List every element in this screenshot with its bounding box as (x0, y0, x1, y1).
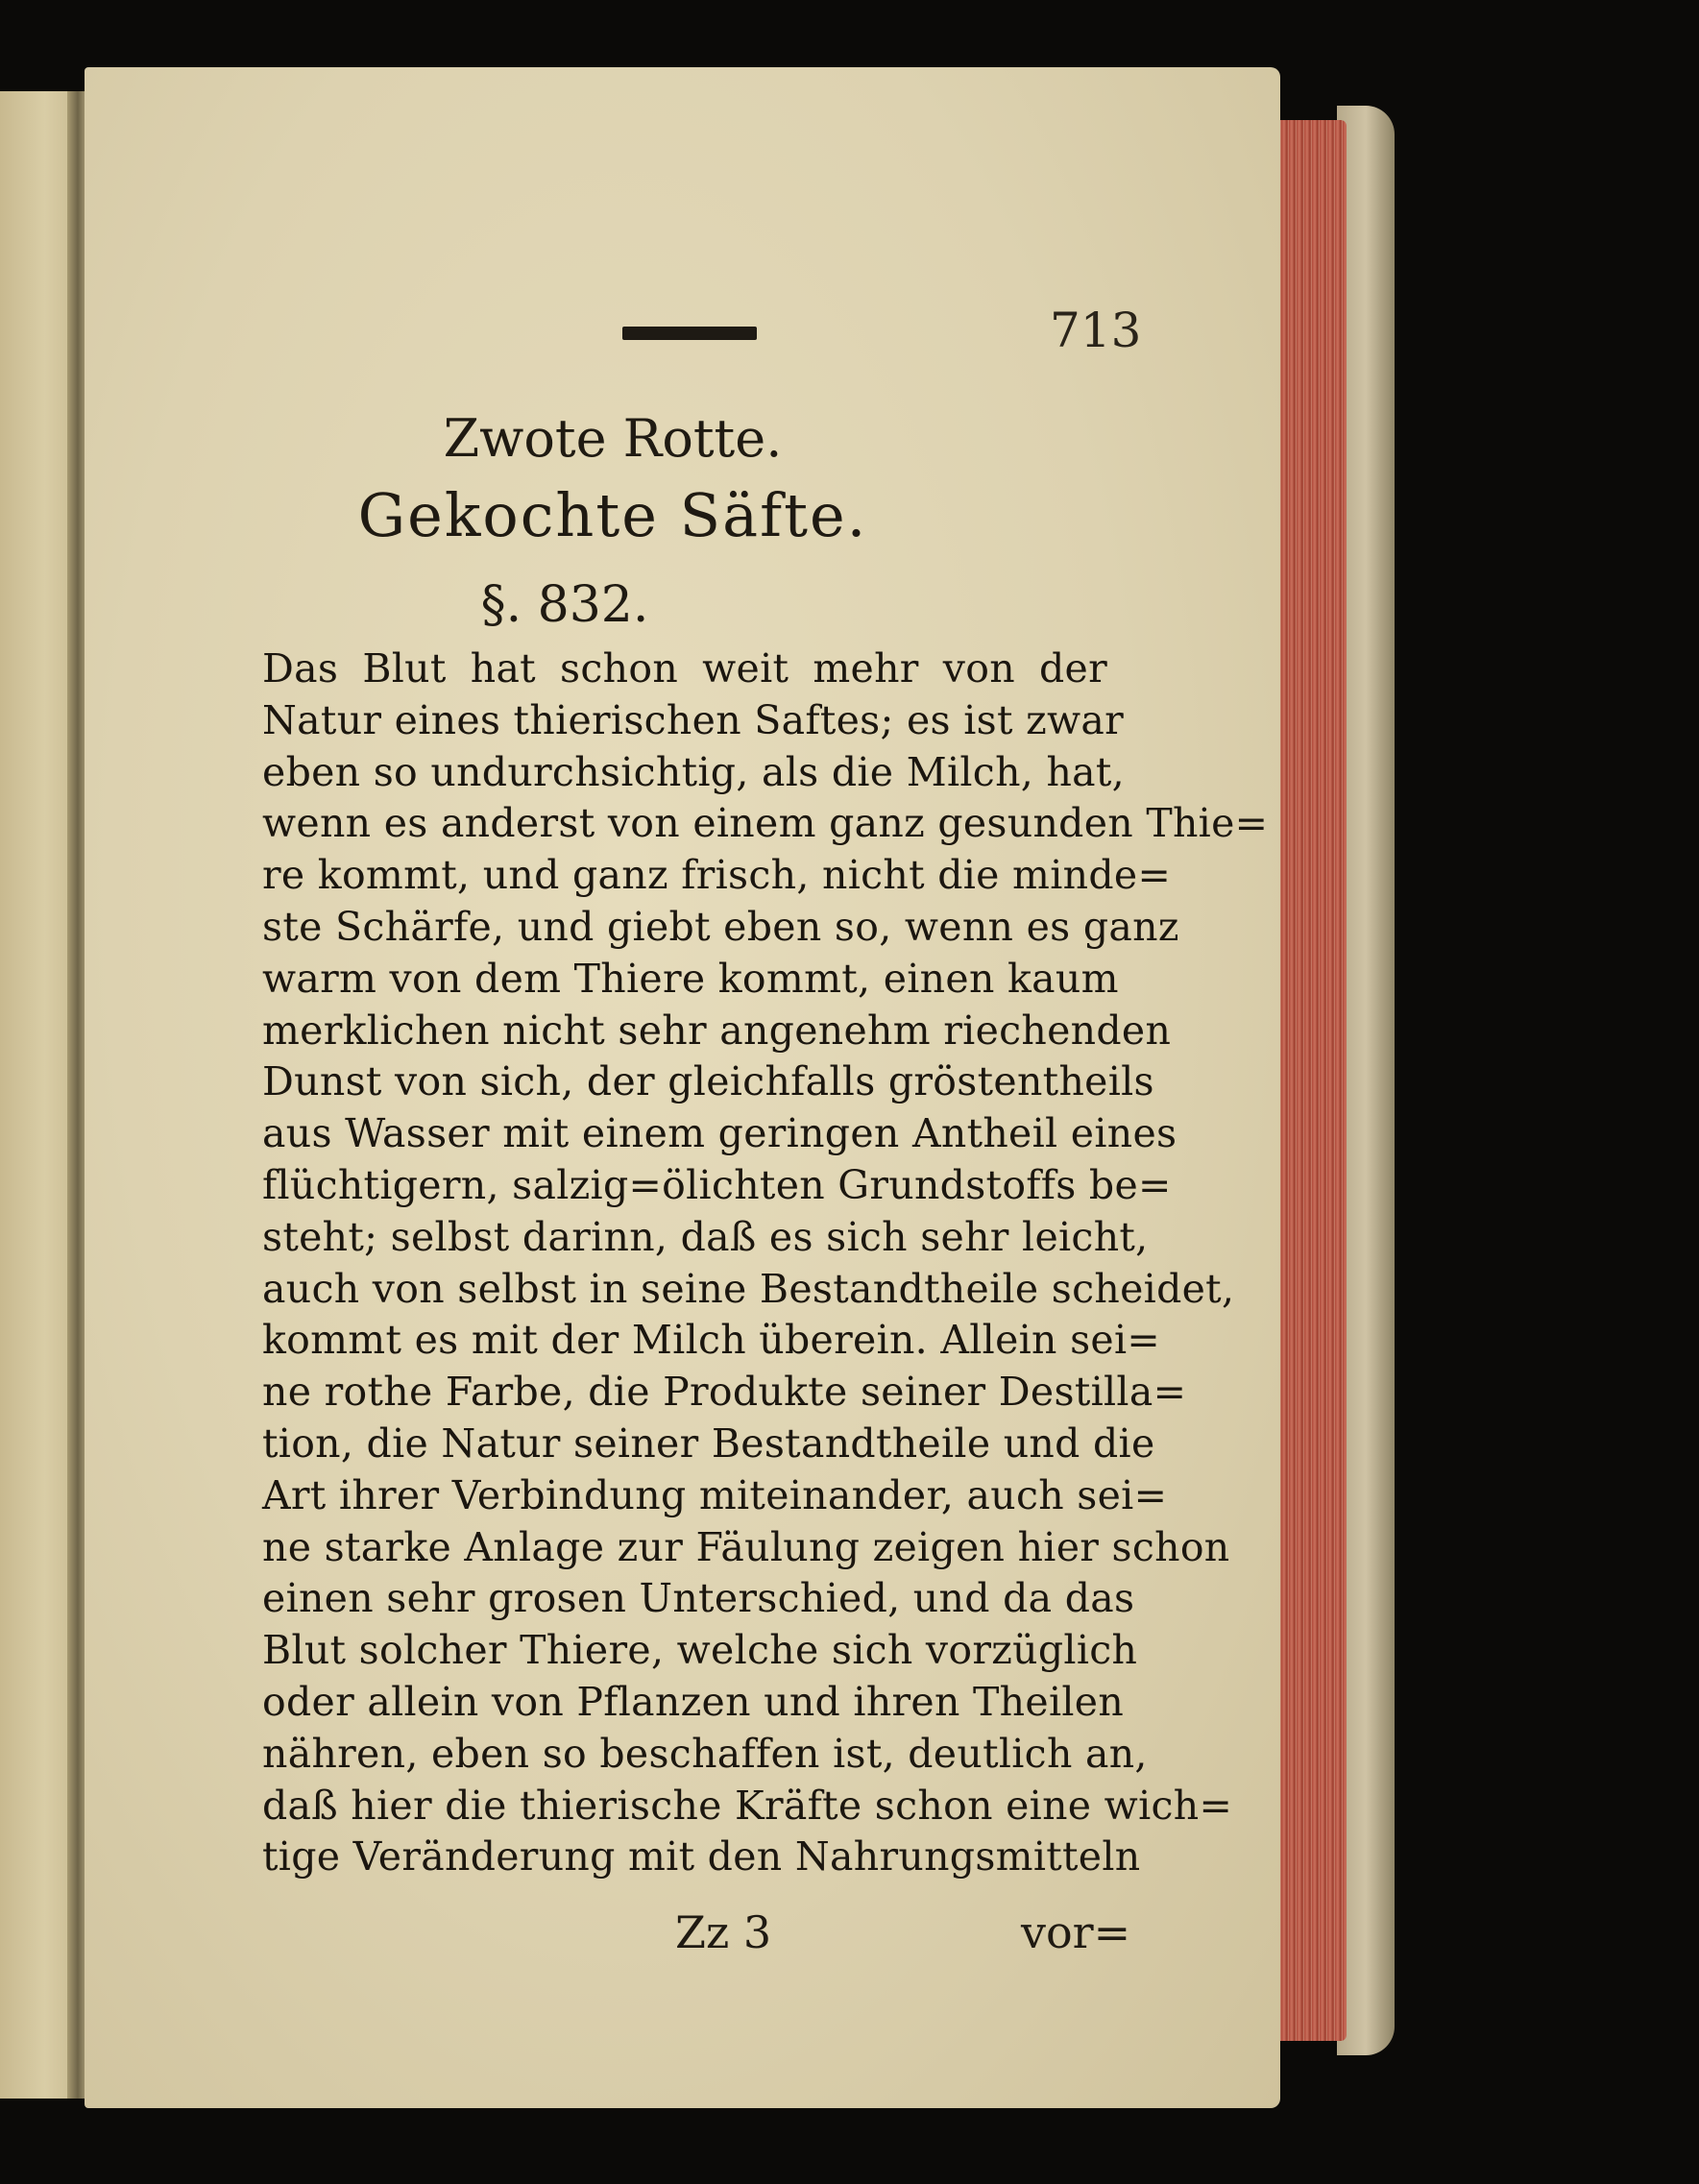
catchword: vor= (1021, 1906, 1131, 1958)
text-line: aus Wasser mit einem geringen Antheil eines (262, 1110, 1177, 1157)
text-line: ne rothe Farbe, die Produkte seiner Destilla= (262, 1369, 1187, 1416)
text-line: nähren, eben so beschaffen ist, deutlich an, (262, 1730, 1148, 1777)
text-line: ne starke Anlage zur Fäulung zeigen hier schon (262, 1523, 1230, 1570)
body-text (262, 643, 1269, 1883)
header-rule (622, 327, 757, 340)
text-line: re kommt, und ganz frisch, nicht die minde= (262, 852, 1172, 899)
text-line: Das Blut hat schon weit mehr von der (262, 645, 1107, 692)
text-line: eben so undurchsichtig, als die Milch, hat, (262, 748, 1126, 795)
paragraph-number: §. 832. (480, 576, 649, 634)
text-line: oder allein von Pflanzen und ihren Theilen (262, 1678, 1125, 1725)
text-line: Art ihrer Verbindung miteinander, auch sei= (262, 1471, 1168, 1518)
text-line: kommt es mit der Milch überein. Allein sei= (262, 1317, 1161, 1364)
text-line: steht; selbst darinn, daß es sich sehr leicht, (262, 1213, 1149, 1260)
left-page-fragment (0, 91, 75, 2099)
section-subtitle: Zwote Rotte. (443, 408, 783, 469)
text-line: flüchtigern, salzig=ölichten Grundstoffs be= (262, 1161, 1172, 1208)
text-line: einen sehr grosen Unterschied, und da das (262, 1575, 1135, 1622)
book-page (85, 67, 1280, 2108)
text-line: tion, die Natur seiner Bestandtheile und die (262, 1420, 1155, 1467)
text-line: auch von selbst in seine Bestandtheile scheidet, (262, 1265, 1235, 1312)
text-line: ste Schärfe, und giebt eben so, wenn es ganz (262, 903, 1179, 950)
text-line: daß hier die thierische Kräfte schon eine wich= (262, 1782, 1233, 1829)
text-line: wenn es anderst von einem ganz gesunden Thie= (262, 800, 1269, 847)
text-line: Dunst von sich, der gleichfalls gröstentheils (262, 1058, 1154, 1105)
text-line: warm von dem Thiere kommt, einen kaum (262, 955, 1119, 1002)
text-line: Natur eines thierischen Saftes; es ist zwar (262, 696, 1125, 743)
text-line: merklichen nicht sehr angenehm riechenden (262, 1007, 1172, 1054)
section-title: Gekochte Säfte. (357, 480, 868, 550)
signature-mark: Zz 3 (675, 1906, 772, 1958)
page-number: 713 (1050, 303, 1142, 358)
text-line: tige Veränderung mit den Nahrungsmitteln (262, 1833, 1141, 1881)
text-line: Blut solcher Thiere, welche sich vorzüglich (262, 1627, 1138, 1674)
